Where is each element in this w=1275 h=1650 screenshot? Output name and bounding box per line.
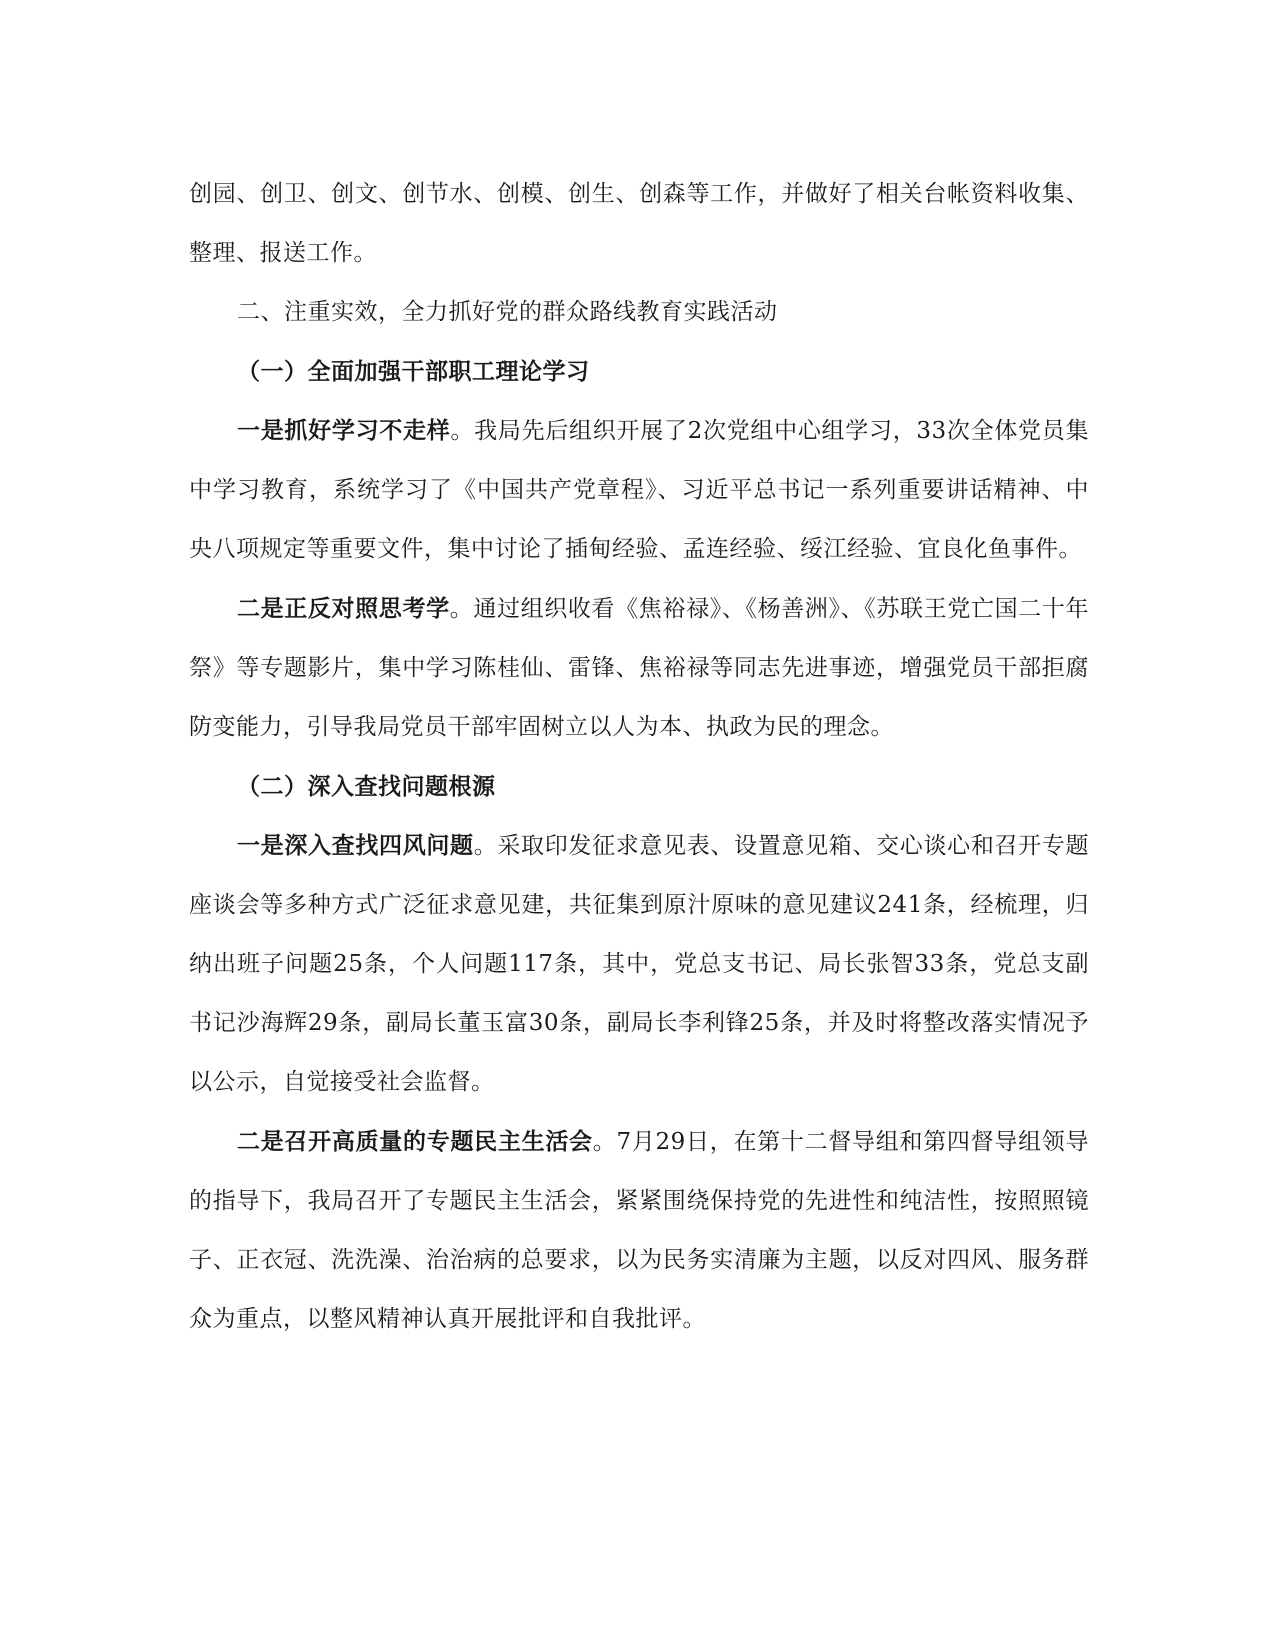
document-body [189, 165, 1089, 1349]
section-title-two: 二、注重实效，全力抓好党的群众路线教育实践活动 [237, 299, 778, 325]
paragraph-text: 。采取印发征求意见表、设置意见箱、交心谈心和召开专题座谈会等多种方式广泛征求意见建，共征集到原汁原味的意见建议241条，经梳理，归纳出班子问题25条，个人问题117条，其中，党总支书记、局长张智33条，党总支副书记沙海辉29条，副局长董玉富30条，副局长李利锋25条，并及时将整改落实情况予以公示，自觉接受社会监督。 [189, 833, 1090, 1095]
paragraph-four-winds [189, 816, 1089, 1112]
paragraph-reflection [189, 579, 1089, 757]
paragraph-lead: 二是正反对照思考学 [237, 595, 450, 622]
paragraph-study [189, 401, 1089, 579]
paragraph-text: 。通过组织收看《焦裕禄》、《杨善洲》、《苏联王党亡国二十年祭》等专题影片，集中学习陈桂仙、雷锋、焦裕禄等同志先进事迹，增强党员干部拒腐防变能力，引导我局党员干部牢固树立以人为本、执政为民的理念。 [189, 596, 1090, 740]
paragraph-lead: 一是抓好学习不走样 [237, 417, 451, 444]
paragraph-lead: 一是深入查找四风问题 [237, 832, 474, 859]
paragraph-democratic-meeting [189, 1112, 1089, 1349]
paragraph-text: 。我局先后组织开展了2次党组中心组学习，33次全体党员集中学习教育，系统学习了《中国共产党章程》、习近平总书记一系列重要讲话精神、中央八项规定等重要文件，集中讨论了插甸经验、孟连经验、绥江经验、宜良化鱼事件。 [189, 418, 1089, 562]
subsection-heading-two: （二）深入查找问题根源 [237, 773, 496, 800]
subsection-heading-one: （一）全面加强干部职工理论学习 [237, 358, 590, 385]
paragraph-continuation: 创园、创卫、创文、创节水、创模、创生、创森等工作，并做好了相关台帐资料收集、整理、报送工作。 [189, 181, 1089, 266]
paragraph-text: 。7月29日，在第十二督导组和第四督导组领导的指导下，我局召开了专题民主生活会，紧紧围绕保持党的先进性和纯洁性，按照照镜子、正衣冠、洗洗澡、治治病的总要求，以为民务实清廉为主题，以反对四风、服务群众为重点，以整风精神认真开展批评和自我批评。 [189, 1129, 1090, 1332]
paragraph-lead: 二是召开高质量的专题民主生活会 [237, 1128, 593, 1155]
